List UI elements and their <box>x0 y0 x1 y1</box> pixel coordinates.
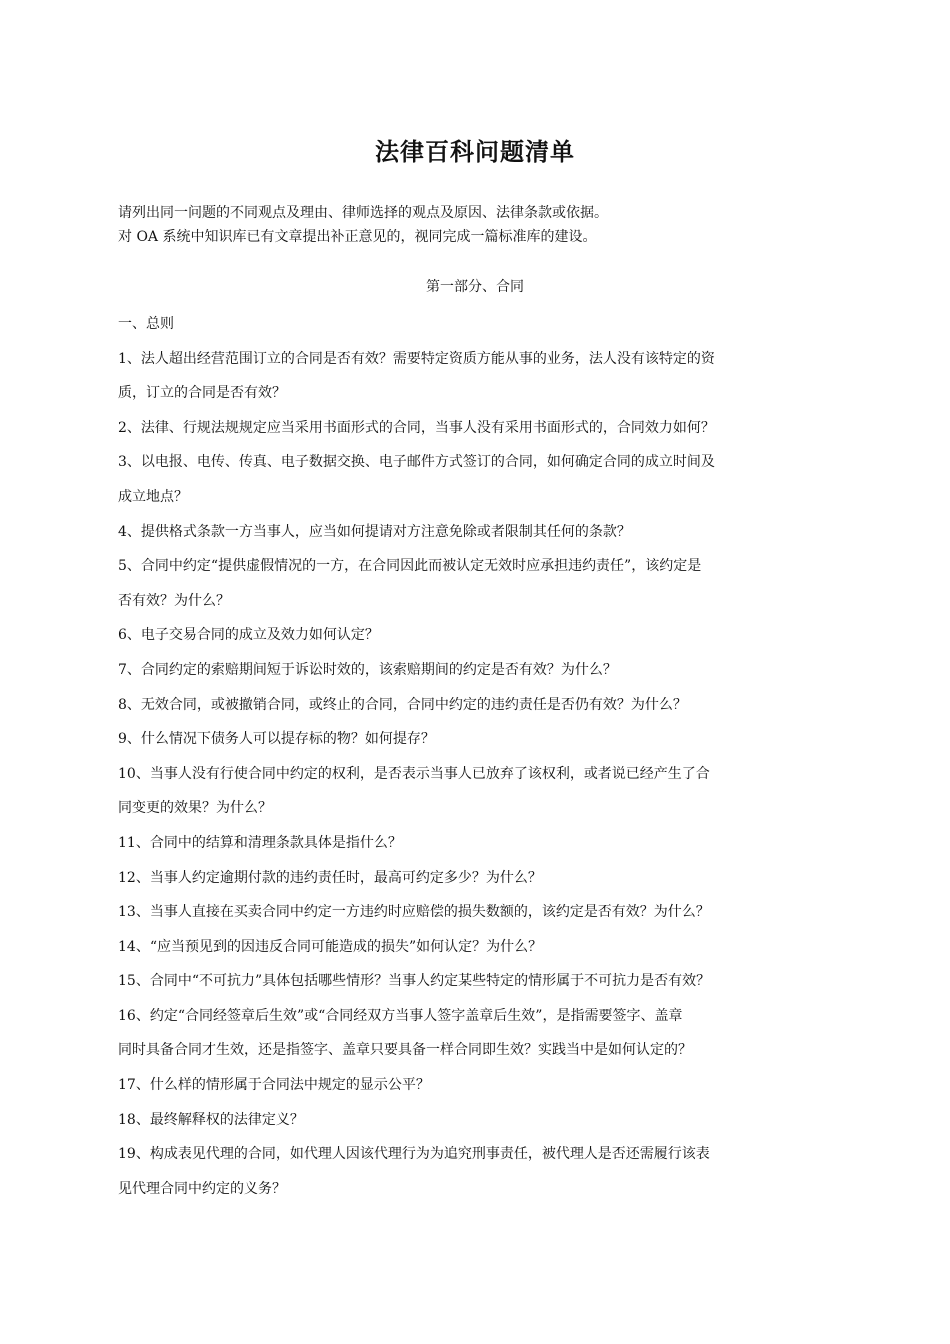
question-text-line: 15、合同中“不可抗力”具体包括哪些情形？当事人约定某些特定的情形属于不可抗力是否有效？ <box>118 973 711 990</box>
question-text-line: 见代理合同中约定的义务？ <box>118 1180 286 1197</box>
question-text-line: 同变更的效果？为什么？ <box>118 800 272 817</box>
question-item <box>118 549 834 618</box>
intro-line-1: 请列出同一问题的不同观点及理由、律师选择的观点及原因、法律条款或依据。 <box>118 205 608 221</box>
question-text-line: 否有效？为什么？ <box>118 592 230 609</box>
question-text-line: 16、约定“合同经签章后生效”或“合同经双方当事人签字盖章后生效”，是指需要签字、盖章 <box>118 1007 683 1024</box>
question-item <box>118 688 834 723</box>
question-text-line: 13、当事人直接在买卖合同中约定一方违约时应赔偿的损失数额的，该约定是否有效？为什么？ <box>118 904 710 921</box>
question-text-line: 8、无效合同，或被撤销合同，或终止的合同，合同中约定的违约责任是否仍有效？为什么？ <box>118 696 687 713</box>
question-text-line: 质，订立的合同是否有效？ <box>118 385 286 402</box>
question-text-line: 11、合同中的结算和清理条款具体是指什么？ <box>118 834 402 851</box>
question-item <box>118 826 834 861</box>
question-item <box>118 964 834 999</box>
question-item <box>118 999 834 1068</box>
question-item <box>118 895 834 930</box>
chapter-heading: 一、总则 <box>118 316 174 332</box>
question-text-line: 6、电子交易合同的成立及效力如何认定？ <box>118 627 379 644</box>
intro-paragraph <box>118 201 838 249</box>
question-text-line: 4、提供格式条款一方当事人，应当如何提请对方注意免除或者限制其任何的条款？ <box>118 523 631 540</box>
question-item <box>118 1103 834 1138</box>
question-item <box>118 1068 834 1103</box>
question-item <box>118 861 834 896</box>
intro-line-2: 对 OA 系统中知识库已有文章提出补正意见的，视同完成一篇标准库的建设。 <box>118 229 597 245</box>
question-text-line: 2、法律、行规法规规定应当采用书面形式的合同，当事人没有采用书面形式的，合同效力如何？ <box>118 419 715 436</box>
question-item <box>118 653 834 688</box>
part-heading: 第一部分、合同 <box>426 279 524 295</box>
question-text-line: 18、最终解释权的法律定义？ <box>118 1111 304 1128</box>
question-text-line: 14、“应当预见到的因违反合同可能造成的损失”如何认定？为什么？ <box>118 938 543 955</box>
question-item <box>118 342 834 411</box>
question-text-line: 同时具备合同才生效，还是指签字、盖章只要具备一样合同即生效？实践当中是如何认定的？ <box>118 1042 692 1059</box>
question-text-line: 7、合同约定的索赔期间短于诉讼时效的，该索赔期间的约定是否有效？为什么？ <box>118 661 617 678</box>
question-item <box>118 515 834 550</box>
question-item <box>118 930 834 965</box>
question-item <box>118 618 834 653</box>
question-text-line: 成立地点？ <box>118 488 188 505</box>
question-text-line: 3、以电报、电传、传真、电子数据交换、电子邮件方式签订的合同，如何确定合同的成立时间及 <box>118 454 715 471</box>
question-text-line: 9、什么情况下债务人可以提存标的物？如何提存？ <box>118 731 435 748</box>
question-text-line: 12、当事人约定逾期付款的违约责任时，最高可约定多少？为什么？ <box>118 869 542 886</box>
question-item <box>118 1137 834 1206</box>
question-item <box>118 445 834 514</box>
question-text-line: 1、法人超出经营范围订立的合同是否有效？需要特定资质方能从事的业务，法人没有该特定的资 <box>118 350 715 367</box>
document-title: 法律百科问题清单 <box>375 138 575 166</box>
question-text-line: 19、构成表见代理的合同，如代理人因该代理行为为追究刑事责任，被代理人是否还需履行该表 <box>118 1146 710 1163</box>
question-item <box>118 757 834 826</box>
question-list <box>118 307 834 1206</box>
question-item <box>118 411 834 446</box>
question-item <box>118 722 834 757</box>
question-text-line: 10、当事人没有行使合同中约定的权利，是否表示当事人已放弃了该权利，或者说已经产生了合 <box>118 765 710 782</box>
question-text-line: 5、合同中约定“提供虚假情况的一方，在合同因此而被认定无效时应承担违约责任”，该约定是 <box>118 558 702 575</box>
question-text-line: 17、什么样的情形属于合同法中规定的显示公平？ <box>118 1077 430 1094</box>
